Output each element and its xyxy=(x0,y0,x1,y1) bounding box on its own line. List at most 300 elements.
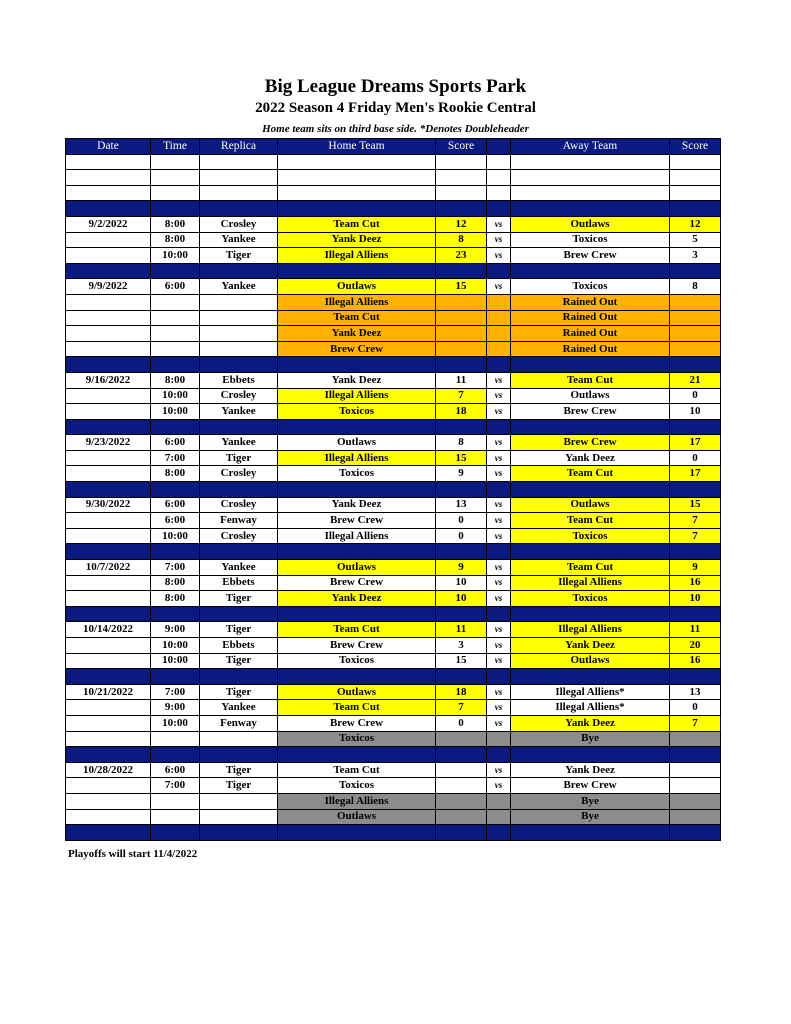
home-score-cell xyxy=(436,185,487,201)
away-score-cell: 7 xyxy=(670,715,721,731)
home-team-cell: Team Cut xyxy=(278,700,436,716)
away-team-cell xyxy=(511,170,670,186)
time-cell: 10:00 xyxy=(151,715,200,731)
separator-cell xyxy=(66,201,151,217)
away-score-cell: 10 xyxy=(670,591,721,607)
separator-cell xyxy=(278,606,436,622)
col-time: Time xyxy=(151,139,200,155)
separator-cell xyxy=(511,419,670,435)
away-score-cell xyxy=(670,778,721,794)
separator-cell xyxy=(511,825,670,841)
separator-cell xyxy=(511,357,670,373)
game-row xyxy=(66,216,721,232)
date-cell: 9/9/2022 xyxy=(66,279,151,295)
blank-row xyxy=(66,170,721,186)
separator-cell xyxy=(66,482,151,498)
vs-cell xyxy=(487,731,511,747)
home-score-cell: 8 xyxy=(436,435,487,451)
separator-cell xyxy=(278,747,436,763)
field-cell xyxy=(200,170,278,186)
time-cell: 10:00 xyxy=(151,653,200,669)
home-team-cell: Outlaws xyxy=(278,560,436,576)
date-cell xyxy=(66,170,151,186)
time-cell: 10:00 xyxy=(151,528,200,544)
time-cell xyxy=(151,341,200,357)
time-cell: 6:00 xyxy=(151,762,200,778)
game-row xyxy=(66,341,721,357)
time-cell xyxy=(151,731,200,747)
away-score-cell xyxy=(670,326,721,342)
vs-cell: vs xyxy=(487,372,511,388)
vs-cell: vs xyxy=(487,653,511,669)
home-team-cell: Illegal Alliens xyxy=(278,450,436,466)
away-score-cell: 10 xyxy=(670,404,721,420)
vs-cell: vs xyxy=(487,216,511,232)
separator-cell xyxy=(487,544,511,560)
date-cell xyxy=(66,638,151,654)
week-separator xyxy=(66,263,721,279)
separator-cell xyxy=(200,263,278,279)
away-team-cell: Team Cut xyxy=(511,560,670,576)
time-cell: 7:00 xyxy=(151,684,200,700)
home-team-cell: Illegal Alliens xyxy=(278,248,436,264)
separator-cell xyxy=(487,263,511,279)
home-score-cell: 18 xyxy=(436,684,487,700)
field-cell: Crosley xyxy=(200,528,278,544)
separator-cell xyxy=(487,669,511,685)
vs-cell xyxy=(487,310,511,326)
home-score-cell: 23 xyxy=(436,248,487,264)
date-cell xyxy=(66,653,151,669)
date-cell: 9/30/2022 xyxy=(66,497,151,513)
field-cell: Tiger xyxy=(200,762,278,778)
separator-cell xyxy=(66,825,151,841)
away-score-cell xyxy=(670,185,721,201)
date-cell: 10/28/2022 xyxy=(66,762,151,778)
home-team-cell: Yank Deez xyxy=(278,372,436,388)
schedule-table xyxy=(65,138,721,841)
home-team-cell: Brew Crew xyxy=(278,513,436,529)
separator-cell xyxy=(670,263,721,279)
away-score-cell: 3 xyxy=(670,248,721,264)
date-cell xyxy=(66,778,151,794)
away-score-cell xyxy=(670,809,721,825)
home-score-cell xyxy=(436,170,487,186)
vs-cell: vs xyxy=(487,450,511,466)
separator-cell xyxy=(436,482,487,498)
week-separator xyxy=(66,825,721,841)
separator-cell xyxy=(151,263,200,279)
game-row xyxy=(66,653,721,669)
vs-cell: vs xyxy=(487,575,511,591)
date-cell xyxy=(66,731,151,747)
away-score-cell xyxy=(670,341,721,357)
vs-cell: vs xyxy=(487,528,511,544)
time-cell: 8:00 xyxy=(151,216,200,232)
time-cell: 9:00 xyxy=(151,700,200,716)
date-cell xyxy=(66,326,151,342)
field-cell: Tiger xyxy=(200,450,278,466)
separator-cell xyxy=(200,201,278,217)
time-cell: 10:00 xyxy=(151,638,200,654)
home-team-cell xyxy=(278,185,436,201)
away-team-cell: Yank Deez xyxy=(511,715,670,731)
field-cell: Ebbets xyxy=(200,575,278,591)
away-team-cell: Bye xyxy=(511,731,670,747)
away-score-cell: 9 xyxy=(670,560,721,576)
schedule-body xyxy=(66,154,721,840)
field-cell: Crosley xyxy=(200,388,278,404)
separator-cell xyxy=(487,357,511,373)
home-score-cell: 7 xyxy=(436,700,487,716)
header-row xyxy=(66,139,721,155)
vs-cell xyxy=(487,170,511,186)
vs-cell: vs xyxy=(487,715,511,731)
time-cell xyxy=(151,326,200,342)
field-cell xyxy=(200,310,278,326)
game-row xyxy=(66,388,721,404)
home-team-cell: Illegal Alliens xyxy=(278,388,436,404)
field-cell: Crosley xyxy=(200,497,278,513)
separator-cell xyxy=(151,669,200,685)
home-score-cell: 9 xyxy=(436,466,487,482)
field-cell xyxy=(200,731,278,747)
away-score-cell: 7 xyxy=(670,513,721,529)
home-score-cell: 9 xyxy=(436,560,487,576)
game-row xyxy=(66,622,721,638)
separator-cell xyxy=(66,669,151,685)
field-cell: Tiger xyxy=(200,591,278,607)
away-team-cell: Yank Deez xyxy=(511,638,670,654)
col-replica: Replica xyxy=(200,139,278,155)
separator-cell xyxy=(200,482,278,498)
away-team-cell: Brew Crew xyxy=(511,248,670,264)
date-cell xyxy=(66,248,151,264)
separator-cell xyxy=(511,544,670,560)
away-score-cell: 0 xyxy=(670,388,721,404)
game-row xyxy=(66,326,721,342)
vs-cell: vs xyxy=(487,560,511,576)
away-team-cell: Illegal Alliens xyxy=(511,622,670,638)
field-cell: Yankee xyxy=(200,435,278,451)
blank-row xyxy=(66,185,721,201)
away-team-cell: Yank Deez xyxy=(511,762,670,778)
col-home-score: Score xyxy=(436,139,487,155)
vs-cell: vs xyxy=(487,388,511,404)
home-team-cell: Illegal Alliens xyxy=(278,793,436,809)
separator-cell xyxy=(151,747,200,763)
game-row xyxy=(66,715,721,731)
time-cell: 8:00 xyxy=(151,232,200,248)
date-cell xyxy=(66,310,151,326)
separator-cell xyxy=(511,201,670,217)
separator-cell xyxy=(436,357,487,373)
home-score-cell: 11 xyxy=(436,372,487,388)
home-score-cell xyxy=(436,731,487,747)
field-cell: Yankee xyxy=(200,560,278,576)
field-cell: Yankee xyxy=(200,232,278,248)
away-team-cell: Bye xyxy=(511,793,670,809)
separator-cell xyxy=(436,825,487,841)
separator-cell xyxy=(487,747,511,763)
separator-cell xyxy=(487,606,511,622)
away-team-cell: Toxicos xyxy=(511,591,670,607)
away-score-cell: 16 xyxy=(670,575,721,591)
time-cell xyxy=(151,154,200,170)
separator-cell xyxy=(200,669,278,685)
date-cell: 10/21/2022 xyxy=(66,684,151,700)
game-row xyxy=(66,528,721,544)
away-score-cell: 17 xyxy=(670,435,721,451)
home-team-cell: Outlaws xyxy=(278,684,436,700)
away-team-cell xyxy=(511,154,670,170)
away-team-cell: Outlaws xyxy=(511,497,670,513)
home-team-cell: Outlaws xyxy=(278,435,436,451)
separator-cell xyxy=(511,482,670,498)
time-cell: 6:00 xyxy=(151,435,200,451)
home-team-cell xyxy=(278,170,436,186)
away-score-cell: 8 xyxy=(670,279,721,295)
home-team-cell: Toxicos xyxy=(278,731,436,747)
away-score-cell xyxy=(670,294,721,310)
game-row xyxy=(66,793,721,809)
field-cell xyxy=(200,185,278,201)
away-score-cell: 12 xyxy=(670,216,721,232)
game-row xyxy=(66,684,721,700)
away-score-cell xyxy=(670,170,721,186)
week-separator xyxy=(66,606,721,622)
away-team-cell: Team Cut xyxy=(511,466,670,482)
separator-cell xyxy=(200,544,278,560)
separator-cell xyxy=(670,201,721,217)
col-away-team: Away Team xyxy=(511,139,670,155)
time-cell: 6:00 xyxy=(151,513,200,529)
vs-cell: vs xyxy=(487,248,511,264)
vs-cell: vs xyxy=(487,232,511,248)
date-cell xyxy=(66,450,151,466)
col-vs xyxy=(487,139,511,155)
schedule-note: Home team sits on third base side. *Denotes Doubleheader xyxy=(262,123,529,135)
home-team-cell: Toxicos xyxy=(278,466,436,482)
home-team-cell: Brew Crew xyxy=(278,575,436,591)
vs-cell: vs xyxy=(487,684,511,700)
home-score-cell: 10 xyxy=(436,591,487,607)
field-cell: Tiger xyxy=(200,622,278,638)
home-team-cell: Illegal Alliens xyxy=(278,294,436,310)
separator-cell xyxy=(66,606,151,622)
away-team-cell: Toxicos xyxy=(511,528,670,544)
home-score-cell xyxy=(436,793,487,809)
game-row xyxy=(66,294,721,310)
separator-cell xyxy=(200,357,278,373)
separator-cell xyxy=(151,201,200,217)
week-separator xyxy=(66,482,721,498)
date-cell xyxy=(66,591,151,607)
date-cell xyxy=(66,513,151,529)
vs-cell: vs xyxy=(487,513,511,529)
home-team-cell: Toxicos xyxy=(278,778,436,794)
date-cell xyxy=(66,404,151,420)
time-cell: 8:00 xyxy=(151,466,200,482)
separator-cell xyxy=(151,825,200,841)
vs-cell: vs xyxy=(487,700,511,716)
separator-cell xyxy=(487,201,511,217)
home-score-cell xyxy=(436,326,487,342)
separator-cell xyxy=(670,419,721,435)
separator-cell xyxy=(487,825,511,841)
away-score-cell: 20 xyxy=(670,638,721,654)
separator-cell xyxy=(200,606,278,622)
separator-cell xyxy=(670,747,721,763)
time-cell xyxy=(151,294,200,310)
vs-cell xyxy=(487,809,511,825)
vs-cell: vs xyxy=(487,762,511,778)
date-cell xyxy=(66,232,151,248)
separator-cell xyxy=(670,357,721,373)
separator-cell xyxy=(670,606,721,622)
field-cell: Ebbets xyxy=(200,638,278,654)
home-team-cell: Toxicos xyxy=(278,404,436,420)
game-row xyxy=(66,497,721,513)
home-score-cell: 13 xyxy=(436,497,487,513)
home-score-cell: 15 xyxy=(436,450,487,466)
away-score-cell xyxy=(670,310,721,326)
time-cell xyxy=(151,793,200,809)
vs-cell xyxy=(487,185,511,201)
home-team-cell: Yank Deez xyxy=(278,591,436,607)
separator-cell xyxy=(278,669,436,685)
vs-cell: vs xyxy=(487,279,511,295)
home-team-cell xyxy=(278,154,436,170)
away-score-cell xyxy=(670,154,721,170)
separator-cell xyxy=(278,201,436,217)
away-score-cell: 7 xyxy=(670,528,721,544)
home-team-cell: Yank Deez xyxy=(278,497,436,513)
game-row xyxy=(66,513,721,529)
field-cell: Ebbets xyxy=(200,372,278,388)
separator-cell xyxy=(670,482,721,498)
away-team-cell: Illegal Alliens* xyxy=(511,700,670,716)
home-score-cell xyxy=(436,154,487,170)
date-cell xyxy=(66,466,151,482)
away-team-cell: Outlaws xyxy=(511,653,670,669)
home-score-cell: 10 xyxy=(436,575,487,591)
date-cell xyxy=(66,388,151,404)
time-cell xyxy=(151,185,200,201)
col-home-team: Home Team xyxy=(278,139,436,155)
home-score-cell: 0 xyxy=(436,513,487,529)
separator-cell xyxy=(436,606,487,622)
separator-cell xyxy=(151,419,200,435)
away-score-cell: 0 xyxy=(670,450,721,466)
home-team-cell: Illegal Alliens xyxy=(278,528,436,544)
game-row xyxy=(66,638,721,654)
field-cell xyxy=(200,793,278,809)
away-score-cell: 13 xyxy=(670,684,721,700)
date-cell: 10/14/2022 xyxy=(66,622,151,638)
date-cell: 9/23/2022 xyxy=(66,435,151,451)
game-row xyxy=(66,404,721,420)
separator-cell xyxy=(66,419,151,435)
week-separator xyxy=(66,747,721,763)
separator-cell xyxy=(200,419,278,435)
home-score-cell: 12 xyxy=(436,216,487,232)
week-separator xyxy=(66,357,721,373)
away-team-cell: Toxicos xyxy=(511,279,670,295)
game-row xyxy=(66,279,721,295)
separator-cell xyxy=(66,747,151,763)
separator-cell xyxy=(66,357,151,373)
away-score-cell xyxy=(670,793,721,809)
home-score-cell: 7 xyxy=(436,388,487,404)
vs-cell: vs xyxy=(487,497,511,513)
home-team-cell: Team Cut xyxy=(278,622,436,638)
home-score-cell: 8 xyxy=(436,232,487,248)
vs-cell: vs xyxy=(487,778,511,794)
home-team-cell: Yank Deez xyxy=(278,232,436,248)
home-team-cell: Outlaws xyxy=(278,809,436,825)
home-score-cell xyxy=(436,294,487,310)
date-cell xyxy=(66,294,151,310)
away-team-cell xyxy=(511,185,670,201)
away-team-cell: Outlaws xyxy=(511,216,670,232)
game-row xyxy=(66,731,721,747)
vs-cell xyxy=(487,154,511,170)
separator-cell xyxy=(151,606,200,622)
away-team-cell: Rained Out xyxy=(511,294,670,310)
away-team-cell: Rained Out xyxy=(511,341,670,357)
separator-cell xyxy=(66,544,151,560)
time-cell: 9:00 xyxy=(151,622,200,638)
away-team-cell: Team Cut xyxy=(511,513,670,529)
home-team-cell: Team Cut xyxy=(278,762,436,778)
vs-cell xyxy=(487,326,511,342)
vs-cell xyxy=(487,341,511,357)
time-cell: 7:00 xyxy=(151,560,200,576)
home-score-cell xyxy=(436,778,487,794)
separator-cell xyxy=(436,419,487,435)
away-score-cell: 0 xyxy=(670,700,721,716)
away-team-cell: Toxicos xyxy=(511,232,670,248)
time-cell xyxy=(151,809,200,825)
game-row xyxy=(66,575,721,591)
time-cell: 8:00 xyxy=(151,575,200,591)
field-cell: Yankee xyxy=(200,700,278,716)
home-score-cell xyxy=(436,809,487,825)
date-cell xyxy=(66,185,151,201)
away-team-cell: Brew Crew xyxy=(511,778,670,794)
field-cell: Yankee xyxy=(200,279,278,295)
away-team-cell: Brew Crew xyxy=(511,435,670,451)
away-score-cell: 21 xyxy=(670,372,721,388)
col-date: Date xyxy=(66,139,151,155)
home-score-cell: 15 xyxy=(436,653,487,669)
field-cell: Tiger xyxy=(200,778,278,794)
playoffs-note: Playoffs will start 11/4/2022 xyxy=(68,848,198,860)
time-cell xyxy=(151,310,200,326)
time-cell: 10:00 xyxy=(151,248,200,264)
separator-cell xyxy=(278,544,436,560)
home-score-cell xyxy=(436,310,487,326)
home-team-cell: Brew Crew xyxy=(278,341,436,357)
field-cell xyxy=(200,809,278,825)
field-cell: Crosley xyxy=(200,216,278,232)
away-team-cell: Yank Deez xyxy=(511,450,670,466)
game-row xyxy=(66,591,721,607)
date-cell: 9/2/2022 xyxy=(66,216,151,232)
separator-cell xyxy=(436,747,487,763)
time-cell: 6:00 xyxy=(151,497,200,513)
